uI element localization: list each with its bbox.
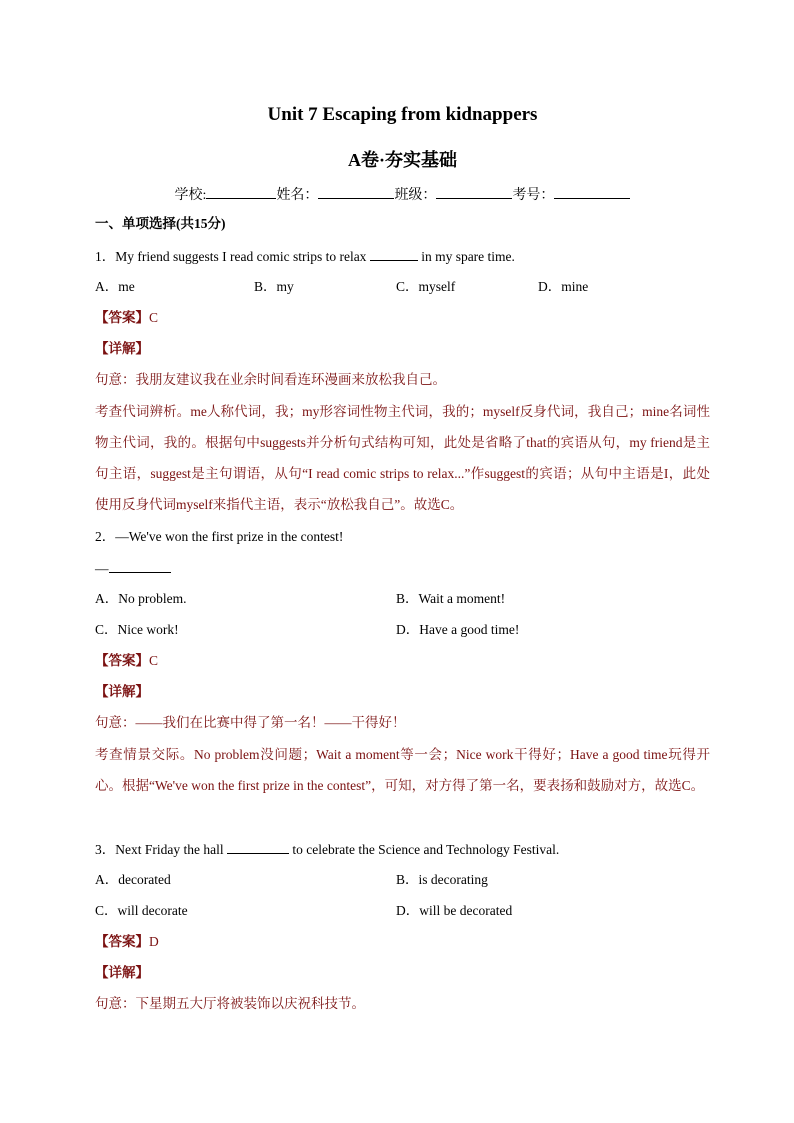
question-1-option-b: B．my [254, 279, 294, 294]
student-info-line [95, 184, 710, 204]
question-3-text: 3．Next Friday the hall [95, 842, 224, 857]
answer-label: 【答案】 [95, 310, 149, 325]
school-label: 学校: [174, 188, 207, 203]
question-1-blank [370, 246, 418, 261]
question-3-option-c: C．will decorate [95, 903, 188, 918]
section-heading: 一、单项选择(共15分) [95, 216, 226, 231]
question-2-meaning: 句意：——我们在比赛中得了第一名！——干得好！ [95, 715, 406, 730]
question-2-option-a: A．No problem. [95, 591, 187, 606]
question-1-detail-label: 【详解】 [95, 341, 149, 356]
question-1-explanation: 考查代词辨析。me人称代词，我；my形容词性物主代词，我的；myself反身代词，我自己；mine名词性物主代词，我的。根据句中suggests并分析句式结构可知，此处是省略了that的宾语从句，my friend是主句主语，suggest是主句谓语，从句“I read comic strips to relax...”作suggest的宾语；从句中主语是I，此处使用反身代词myself来指代主语，表示“放松我自己”。故选C。 [95, 404, 710, 512]
question-2-option-c: C．Nice work! [95, 622, 179, 637]
question-3-answer [95, 932, 159, 952]
question-3-option-b: B．is decorating [396, 872, 488, 887]
class-blank[interactable] [436, 184, 512, 199]
number-blank[interactable] [554, 184, 630, 199]
answer-value: D [149, 934, 159, 949]
question-3-detail-label: 【详解】 [95, 965, 149, 980]
answer-value: C [149, 310, 159, 325]
question-2-option-d: D．Have a good time! [396, 622, 520, 637]
question-1-option-a: A．me [95, 279, 135, 294]
name-label: 姓名： [276, 188, 319, 203]
question-2-answer [95, 651, 158, 671]
question-3-option-d: D．will be decorated [396, 903, 513, 918]
question-1-text: 1．My friend suggests I read comic strips to relax [95, 249, 367, 264]
question-2-option-b: B．Wait a moment! [396, 591, 506, 606]
answer-value: C [149, 653, 159, 668]
document-title: Unit 7 Escaping from kidnappers [267, 104, 538, 125]
question-3-stem [95, 839, 559, 860]
question-1-answer [95, 308, 158, 328]
question-2-explanation: 考查情景交际。No problem没问题；Wait a moment等一会；Nice work干得好；Have a good time玩得开心。根据“We've won the first prize in the contest”，可知，对方得了第一名，要表扬和鼓励对方，故选C。 [95, 747, 710, 793]
question-2-reply [95, 558, 171, 579]
question-2-dash: — [95, 561, 109, 576]
question-2-detail-label: 【详解】 [95, 684, 149, 699]
question-1-option-d: D．mine [538, 279, 589, 294]
question-3-text-after: to celebrate the Science and Technology Festival. [292, 842, 560, 857]
question-2-stem: 2．—We've won the first prize in the contest! [95, 529, 344, 544]
school-blank[interactable] [206, 184, 276, 199]
name-blank[interactable] [318, 184, 394, 199]
answer-label: 【答案】 [95, 653, 149, 668]
question-3-option-a: A．decorated [95, 872, 171, 887]
question-3-meaning: 句意：下星期五大厅将被装饰以庆祝科技节。 [95, 996, 365, 1011]
question-1-text-after: in my spare time. [421, 249, 515, 264]
document-subtitle: A卷·夯实基础 [347, 150, 457, 170]
question-1-stem [95, 246, 515, 267]
class-label: 班级： [394, 188, 437, 203]
question-1-option-c: C．myself [396, 279, 456, 294]
answer-label: 【答案】 [95, 934, 149, 949]
question-3-blank [227, 839, 289, 854]
number-label: 考号： [512, 188, 555, 203]
question-1-meaning: 句意：我朋友建议我在业余时间看连环漫画来放松我自己。 [95, 372, 446, 387]
question-2-blank [109, 558, 171, 573]
